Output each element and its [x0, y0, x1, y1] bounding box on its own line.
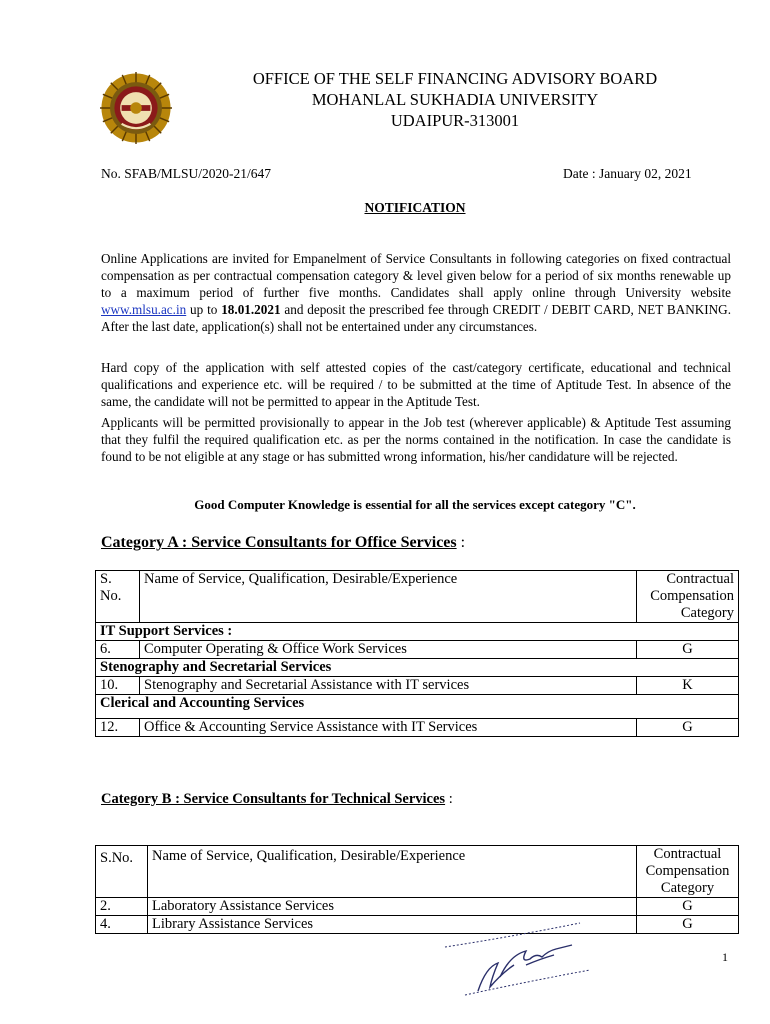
notification-date: Date : January 02, 2021 [563, 166, 692, 181]
row-category: G [637, 641, 739, 659]
group-row [96, 695, 739, 719]
table-header-row [96, 846, 739, 898]
row-service-name: Stenography and Secretarial Assistance with IT services [140, 677, 637, 695]
office-title: OFFICE OF THE SELF FINANCING ADVISORY BOARD [252, 69, 658, 88]
table-row [96, 641, 739, 659]
row-sno: 2. [96, 898, 148, 916]
group-row [96, 623, 739, 641]
page-number: 1 [722, 950, 728, 964]
row-category: G [637, 898, 739, 916]
university-website-link[interactable]: www.mlsu.ac.in [101, 302, 187, 317]
row-service-name: Office & Accounting Service Assistance with IT Services [140, 719, 637, 737]
row-sno: 10. [96, 677, 140, 695]
row-service-name: Computer Operating & Office Work Services [140, 641, 637, 659]
table-row [96, 677, 739, 695]
table-row [96, 719, 739, 737]
row-sno: 6. [96, 641, 140, 659]
column-header-category: Contractual Compensation Category [637, 571, 739, 623]
paragraph-hard-copy: Hard copy of the application with self attested copies of the cast/category certificate, educational and technical qualifications and experience etc. will be required / to be submitted at the time of Aptitude Test. In absence of the same, the candidate will not be permitted to appear in the Aptitude Test. [101, 360, 731, 409]
row-category: G [637, 719, 739, 737]
row-service-name: Library Assistance Services [148, 916, 637, 934]
group-title-it-support: IT Support Services : [96, 623, 739, 641]
column-header-name: Name of Service, Qualification, Desirable/Experience [140, 571, 637, 623]
category-a-heading: Category A : Service Consultants for Office Services : [101, 534, 466, 551]
reference-number: No. SFAB/MLSU/2020-21/647 [101, 166, 272, 181]
column-header-sno: S.No. [96, 846, 148, 898]
table-row [96, 916, 739, 934]
university-address: UDAIPUR-313001 [390, 111, 520, 130]
computer-knowledge-note: Good Computer Knowledge is essential for all the services except category "C". [194, 497, 636, 512]
group-title-clerical: Clerical and Accounting Services [96, 695, 739, 719]
row-category: G [637, 916, 739, 934]
university-name: MOHANLAL SUKHADIA UNIVERSITY [311, 90, 599, 109]
paragraph-applications-invited: Online Applications are invited for Empanelment of Service Consultants in following categories on fixed contractual compensation as per contractual compensation category & level given below for a period of six months renewable up to a maximum period of further five months. Candidates shall apply online through University website www.mlsu.ac.in up to 18.01.2021 and deposit the prescribed fee through CREDIT / DEBIT CARD, NET BANKING. After the last date, application(s) shall not be entertained under any circumstances. [101, 251, 731, 334]
group-row [96, 659, 739, 677]
notification-title: NOTIFICATION [364, 200, 466, 215]
row-service-name: Laboratory Assistance Services [148, 898, 637, 916]
column-header-name: Name of Service, Qualification, Desirable/Experience [148, 846, 637, 898]
category-a-table [95, 570, 739, 737]
row-category: K [637, 677, 739, 695]
category-b-heading: Category B : Service Consultants for Technical Services : [101, 791, 453, 807]
table-header-row [96, 571, 739, 623]
table-row [96, 898, 739, 916]
row-sno: 12. [96, 719, 140, 737]
deadline-date: 18.01.2021 [221, 302, 281, 317]
column-header-category: Contractual Compensation Category [637, 846, 739, 898]
paragraph-provisional-permission: Applicants will be permitted provisionally to appear in the Job test (wherever applicable) & Aptitude Test assuming that they fulfil the required qualification etc. as per the norms contained in the notification. In case the candidate is found to be not eligible at any stage or has submitted wrong information, his/her candidature will be rejected. [101, 415, 731, 464]
signature-image [440, 915, 610, 1000]
row-sno: 4. [96, 916, 148, 934]
group-title-stenography: Stenography and Secretarial Services [96, 659, 739, 677]
category-b-table [95, 845, 739, 934]
column-header-sno: S. No. [96, 571, 140, 623]
